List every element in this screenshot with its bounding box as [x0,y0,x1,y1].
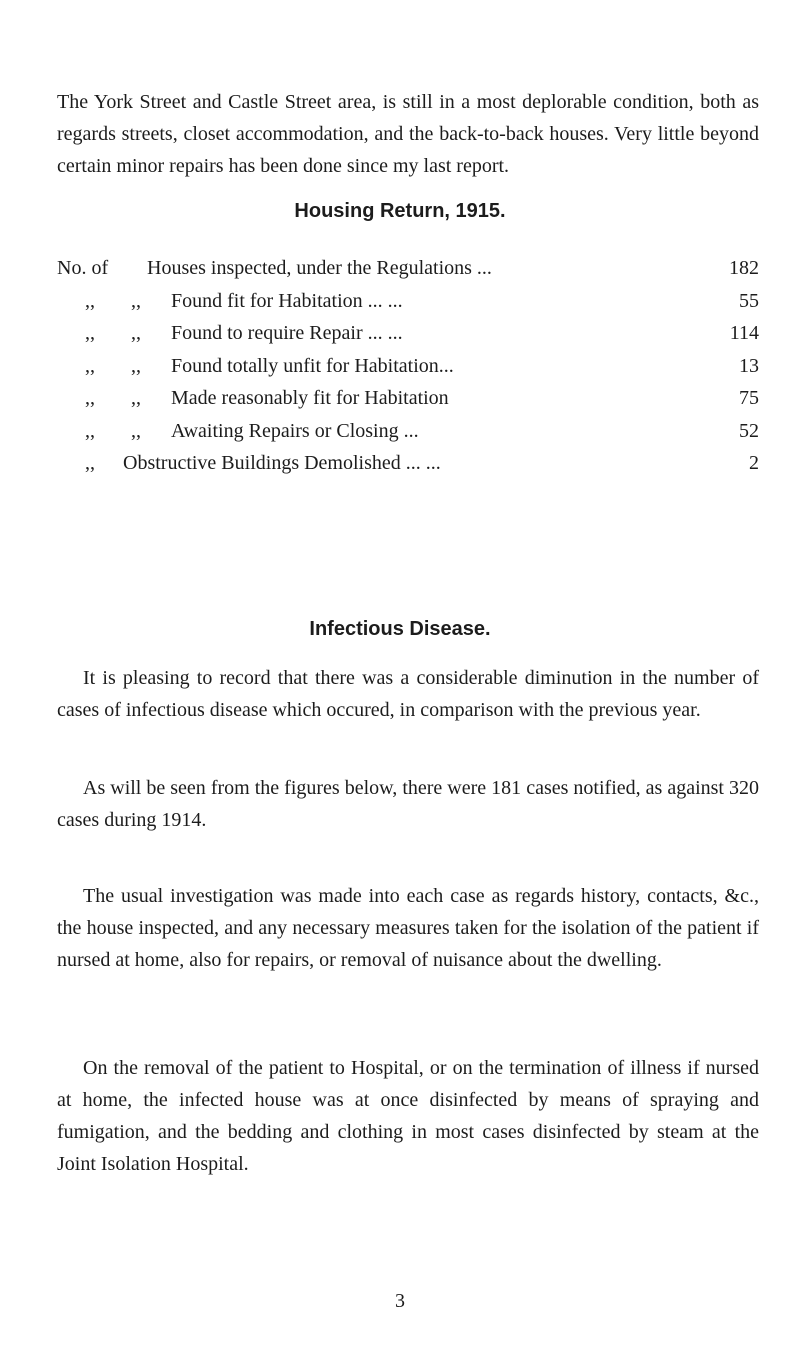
row-label: Houses inspected, under the Regulations ... [147,257,492,279]
row-value: 75 [739,387,759,409]
row-prefix: No. of [57,257,109,279]
table-row [57,415,759,448]
ditto-mark: ,, [85,322,95,344]
infectious-paragraph-4: On the removal of the patient to Hospital, or on the termination of illness if nursed at home, the infected house was at once disinfected by means of spraying and fumigation, and the bedding and clothing in most cases disinfected by steam at the Joint Isolation Hospital. [57,1057,759,1175]
housing-return-table [57,252,759,480]
ditto-mark: ,, [85,387,95,409]
row-value: 114 [729,322,759,344]
row-value: 52 [739,419,759,442]
row-label: Awaiting Repairs or Closing ... [171,419,419,442]
infectious-paragraph-3: The usual investigation was made into each case as regards history, contacts, &c., the house inspected, and any necessary measures taken for the isolation of the patient if nursed at home, also for repairs, or removal of nuisance about the dwelling. [57,885,759,971]
row-value: 2 [749,452,759,474]
ditto-mark: ,, [85,452,95,474]
ditto-mark: ,, [85,354,95,377]
table-row [57,252,759,285]
housing-return-heading: Housing Return, 1915. [294,200,506,222]
ditto-mark: ,, [131,354,141,377]
table-row [57,382,759,415]
intro-paragraph: The York Street and Castle Street area, is still in a most deplorable condition, both as regards streets, closet accommodation, and the back-to-back houses. Very little beyond certain minor repairs has been done since my last report. [57,91,759,177]
row-value: 55 [739,289,759,312]
infectious-paragraph-1: It is pleasing to record that there was a considerable diminution in the number of cases of infectious disease which occured, in comparison with the previous year. [57,667,759,721]
ditto-mark: ,, [85,289,95,312]
row-value: 182 [729,257,759,279]
table-row [57,285,759,318]
infectious-paragraph-2: As will be seen from the figures below, there were 181 cases notified, as against 320 cases during 1914. [57,777,759,831]
table-row [57,447,759,480]
row-label: Found fit for Habitation ... ... [171,289,403,312]
ditto-mark: ,, [131,387,141,409]
ditto-mark: ,, [131,289,141,312]
row-label: Found to require Repair ... ... [171,322,403,344]
page-number: 3 [395,1290,405,1312]
ditto-mark: ,, [131,419,141,442]
ditto-mark: ,, [131,322,141,344]
row-label: Made reasonably fit for Habitation [171,387,449,409]
table-row [57,317,759,350]
row-value: 13 [739,354,759,377]
row-label: Found totally unfit for Habitation... [171,354,454,377]
row-label: Obstructive Buildings Demolished ... ... [123,452,441,474]
ditto-mark: ,, [85,419,95,442]
infectious-disease-heading: Infectious Disease. [309,618,491,640]
table-row [57,350,759,383]
